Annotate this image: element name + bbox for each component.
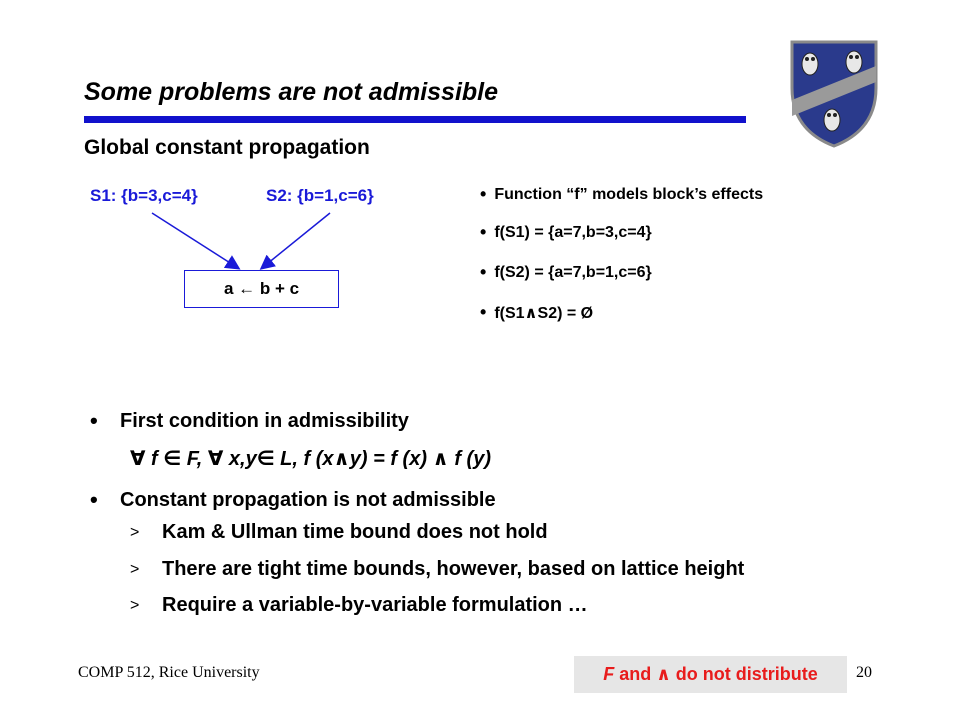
- bullet-dot: •: [90, 487, 98, 512]
- s1-label: S1: {b=3,c=4}: [90, 186, 198, 205]
- code-block-text: a ← b + c: [223, 279, 300, 298]
- page-number: 20: [856, 664, 872, 681]
- sub-bullet-marker: >: [130, 596, 140, 614]
- side-bullet-function: • Function “f” models block’s effects: [480, 184, 764, 204]
- arrow-s1-to-block: [152, 213, 238, 268]
- main-point-first: • First condition in admissibility: [90, 408, 409, 433]
- bullet-dot: •: [480, 302, 487, 322]
- code-block: [184, 270, 339, 308]
- bullet-dot: •: [90, 408, 98, 433]
- sub-point-variable: > Require a variable-by-variable formulation …: [130, 594, 588, 616]
- section-subtitle: Global constant propagation: [84, 136, 370, 159]
- sub-bullet-marker: >: [130, 523, 140, 541]
- sub-bullet-marker: >: [130, 560, 140, 578]
- arrow-s2-to-block: [262, 213, 330, 268]
- note-rest: and ∧ do not distribute: [614, 664, 818, 684]
- admissibility-formula: ∀ f ∈ F, ∀ x,y∈ L, f (x∧y) = f (x) ∧ f (y): [130, 448, 491, 470]
- side-bullet-fs2: • f(S2) = {a=7,b=1,c=6}: [480, 262, 652, 282]
- bullet-dot: •: [480, 184, 487, 204]
- bullet-dot: •: [480, 262, 487, 282]
- side-bullet-fmeet: • f(S1∧S2) = Ø: [480, 302, 594, 322]
- sub-point-tight-bounds: > There are tight time bounds, however, based on lattice height: [130, 558, 745, 580]
- side-bullet-fs1: • f(S1) = {a=7,b=3,c=4}: [480, 222, 652, 242]
- s2-label: S2: {b=1,c=6}: [266, 186, 374, 205]
- sub-point-kam-ullman: > Kam & Ullman time bound does not hold: [130, 521, 548, 543]
- distribution-note: [574, 656, 847, 693]
- main-point-second: • Constant propagation is not admissible: [90, 487, 496, 512]
- note-italic-f: F: [603, 664, 615, 684]
- slide-title: Some problems are not admissible: [84, 78, 499, 106]
- bullet-dot: •: [480, 222, 487, 242]
- footer-course: COMP 512, Rice University: [78, 664, 260, 681]
